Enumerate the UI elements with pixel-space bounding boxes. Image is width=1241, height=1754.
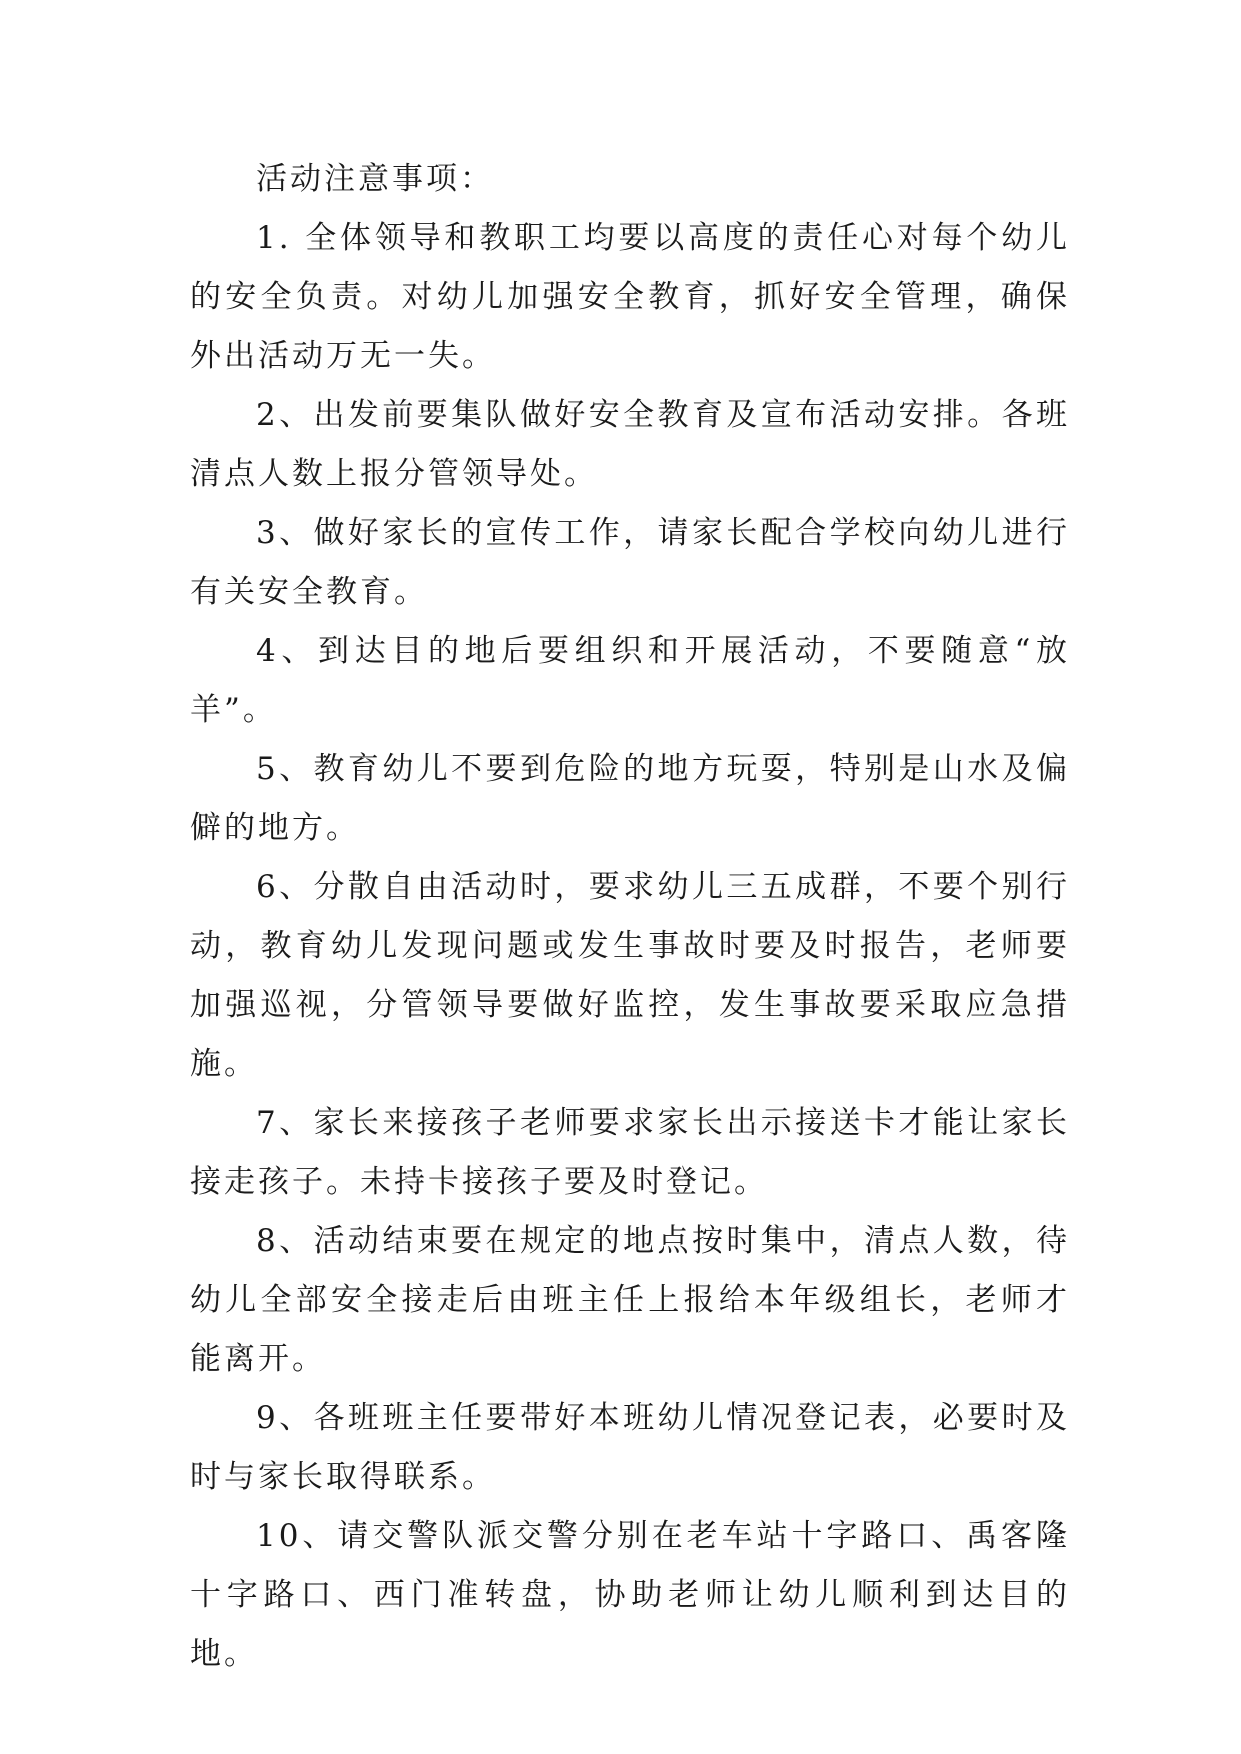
paragraph-2: 2、出发前要集队做好安全教育及宣布活动安排。各班清点人数上报分管领导处。	[190, 397, 1070, 492]
paragraph-10: 10、请交警队派交警分别在老车站十字路口、禹客隆十字路口、西门准转盘，协助老师让幼儿顺利到达目的地。	[190, 1518, 1070, 1672]
paragraph-8: 8、活动结束要在规定的地点按时集中，清点人数，待幼儿全部安全接走后由班主任上报给本年级组长，老师才能离开。	[190, 1223, 1070, 1377]
paragraph-4: 4、到达目的地后要组织和开展活动，不要随意“放羊”。	[190, 633, 1070, 728]
paragraph-1: 1. 全体领导和教职工均要以高度的责任心对每个幼儿的安全负责。对幼儿加强安全教育，抓好安全管理，确保外出活动万无一失。	[190, 220, 1070, 374]
document-body	[190, 150, 1070, 1684]
paragraph-9: 9、各班班主任要带好本班幼儿情况登记表，必要时及时与家长取得联系。	[190, 1400, 1070, 1495]
paragraph-6: 6、分散自由活动时，要求幼儿三五成群，不要个别行动，教育幼儿发现问题或发生事故时要及时报告，老师要加强巡视，分管领导要做好监控，发生事故要采取应急措施。	[190, 869, 1070, 1082]
section-heading: 活动注意事项：	[256, 161, 494, 197]
paragraph-7: 7、家长来接孩子老师要求家长出示接送卡才能让家长接走孩子。未持卡接孩子要及时登记。	[190, 1105, 1070, 1200]
paragraph-3: 3、做好家长的宣传工作，请家长配合学校向幼儿进行有关安全教育。	[190, 515, 1070, 610]
paragraph-5: 5、教育幼儿不要到危险的地方玩耍，特别是山水及偏僻的地方。	[190, 751, 1070, 846]
